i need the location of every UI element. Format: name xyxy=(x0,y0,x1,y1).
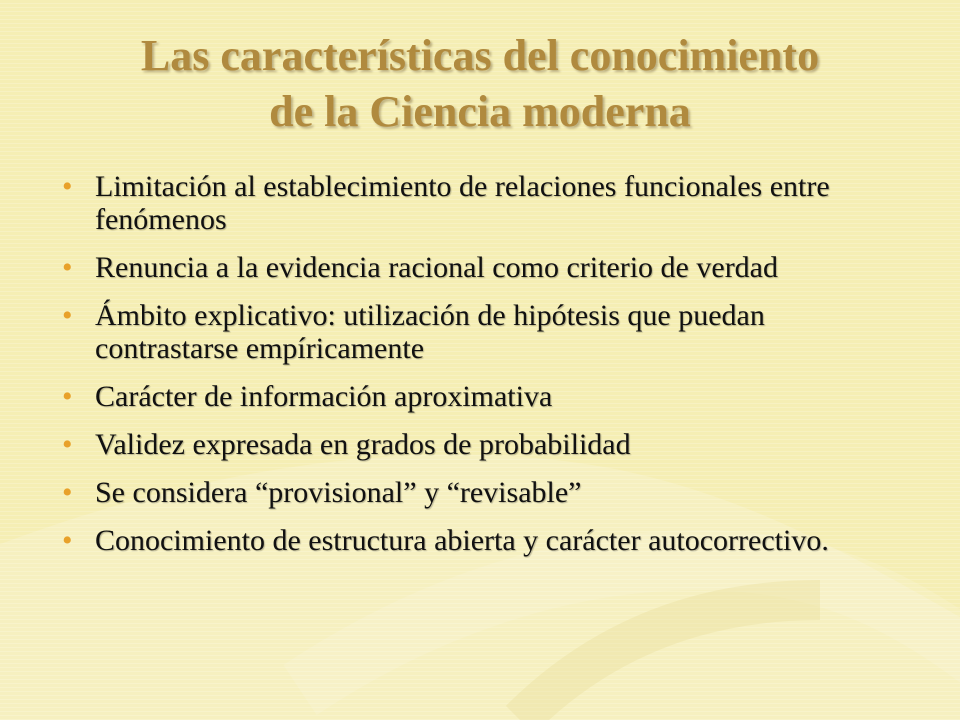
bullet-text: Validez expresada en grados de probabilidad xyxy=(95,428,631,461)
bullet-icon: • xyxy=(62,299,73,332)
bullet-icon: • xyxy=(62,476,73,509)
bullet-item-2 xyxy=(62,251,912,284)
slide-title xyxy=(40,28,920,140)
bullet-item-5 xyxy=(62,428,912,461)
bullet-icon: • xyxy=(62,251,73,284)
bullet-item-7 xyxy=(62,524,912,557)
bullet-icon: • xyxy=(62,524,73,557)
bullet-item-6 xyxy=(62,476,912,509)
bullet-list xyxy=(62,170,912,572)
bullet-icon: • xyxy=(62,428,73,461)
bullet-item-3 xyxy=(62,299,912,365)
bullet-item-1 xyxy=(62,170,912,236)
bullet-icon: • xyxy=(62,380,73,413)
bullet-text: Conocimiento de estructura abierta y carácter autocorrectivo. xyxy=(95,524,829,557)
bullet-item-4 xyxy=(62,380,912,413)
bullet-text: Ámbito explicativo: utilización de hipótesis que puedan contrastarse empíricamente xyxy=(95,299,765,365)
bullet-icon: • xyxy=(62,170,73,203)
bullet-text: Limitación al establecimiento de relaciones funcionales entre fenómenos xyxy=(95,170,830,236)
title-line-2: de la Ciencia moderna xyxy=(269,87,691,136)
bullet-text: Se considera “provisional” y “revisable” xyxy=(95,476,582,509)
title-line-1: Las características del conocimiento xyxy=(140,31,820,80)
bullet-text: Renuncia a la evidencia racional como criterio de verdad xyxy=(95,251,778,284)
bullet-text: Carácter de información aproximativa xyxy=(95,380,553,413)
